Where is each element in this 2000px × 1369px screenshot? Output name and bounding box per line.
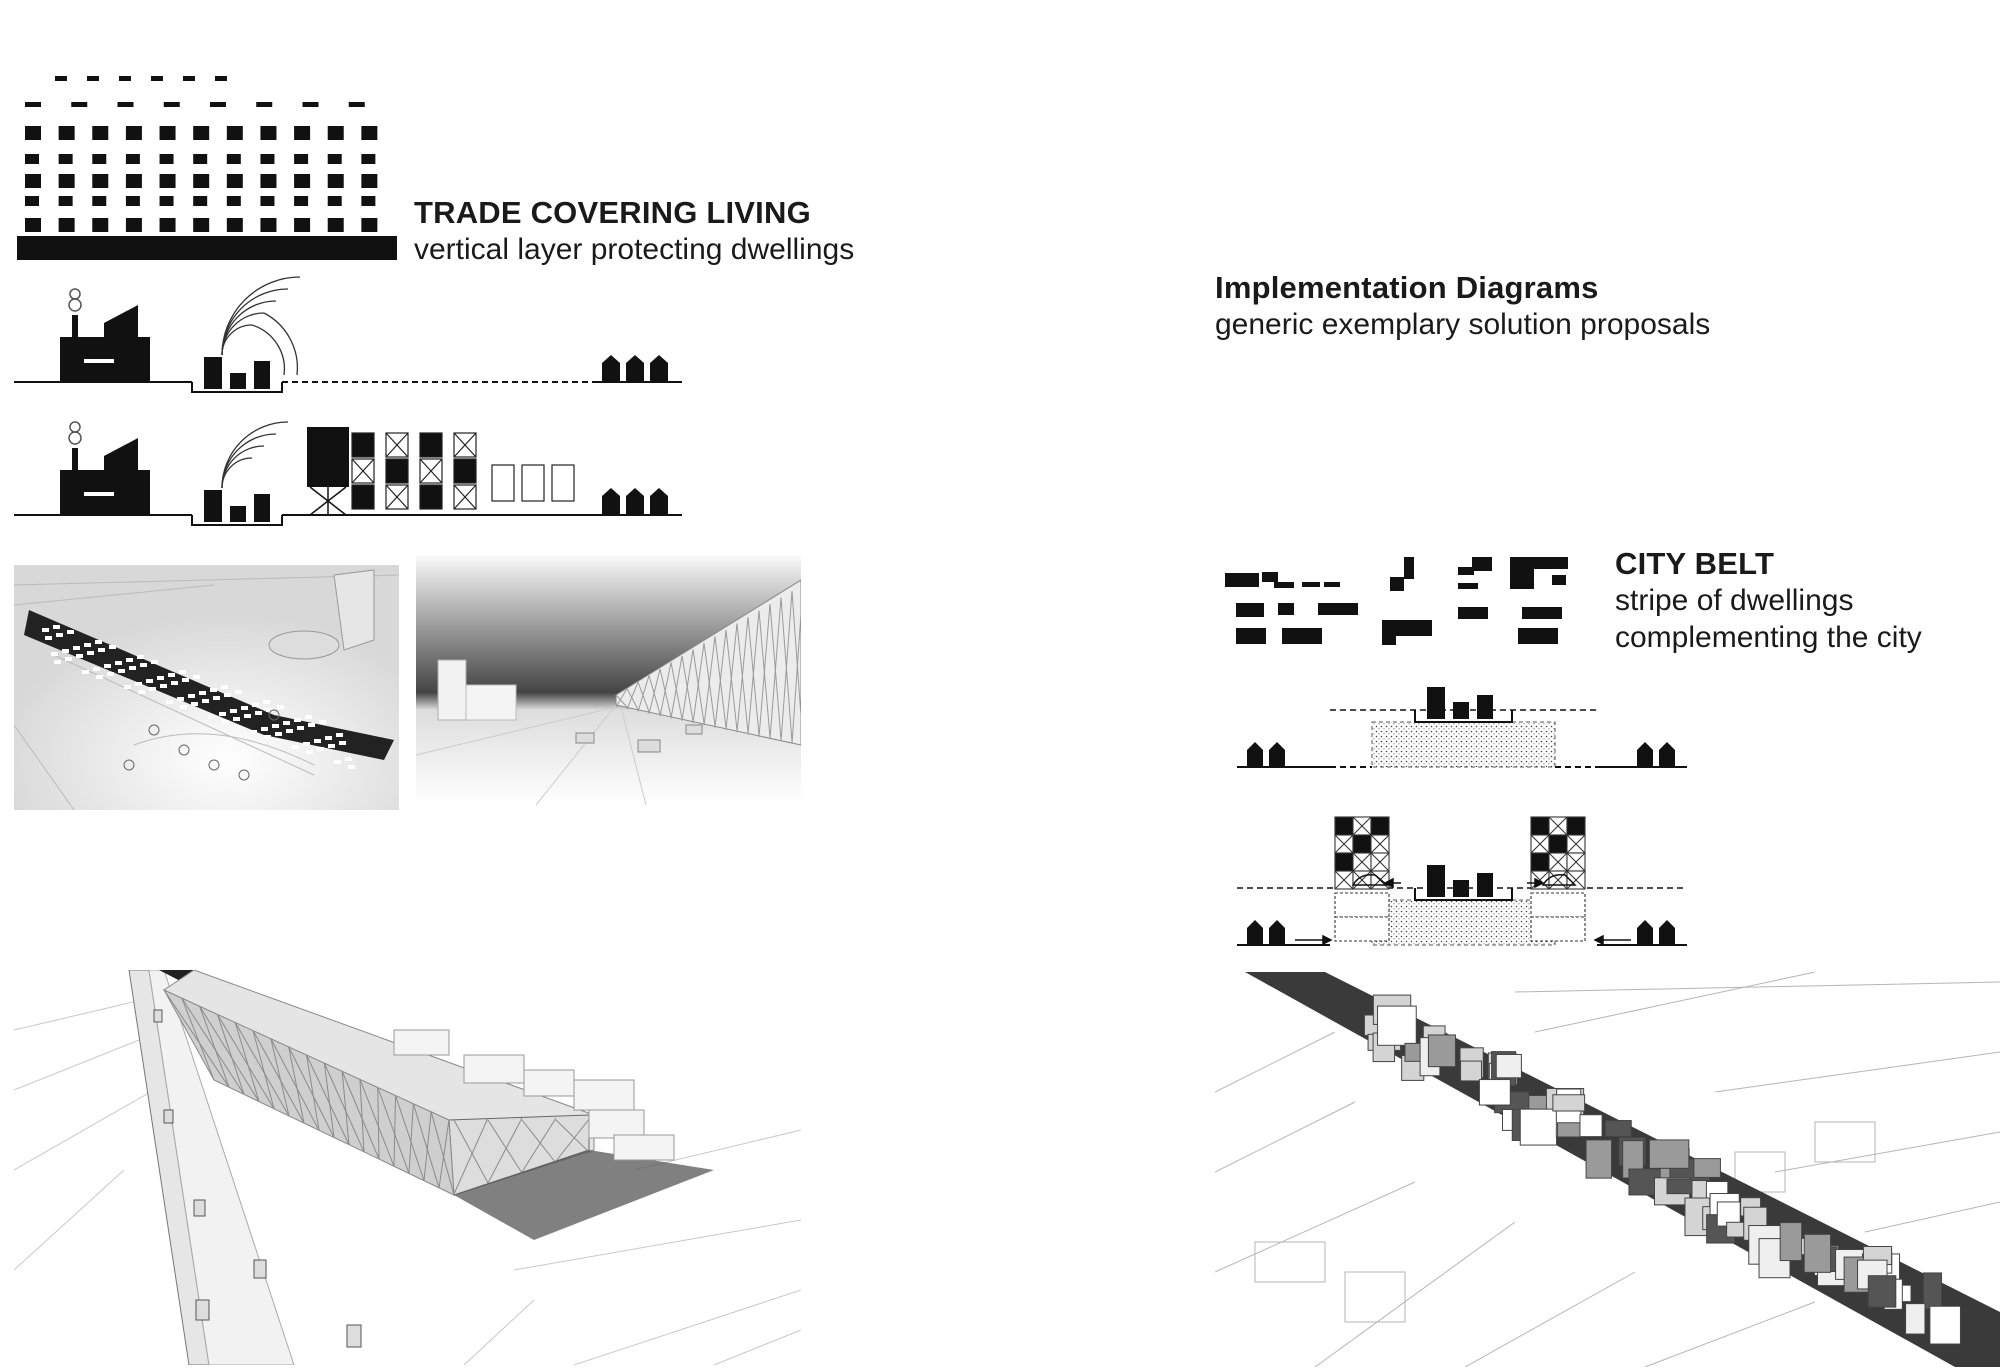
city-belt-section-1 — [1235, 680, 1695, 780]
trade-aerial-render — [14, 565, 399, 810]
city-belt-section-2 — [1235, 805, 1695, 955]
city-belt-subtitle-1: stripe of dwellings — [1615, 584, 1854, 617]
trade-facade-pattern — [15, 70, 400, 265]
city-belt-plan-pattern — [1222, 555, 1602, 655]
trade-title: TRADE COVERING LIVING — [414, 195, 811, 230]
trade-large-render — [14, 970, 801, 1365]
city-belt-title: CITY BELT — [1615, 546, 1775, 581]
implementation-caption — [1215, 270, 1710, 343]
trade-caption — [414, 195, 854, 268]
implementation-title: Implementation Diagrams — [1215, 270, 1599, 305]
implementation-subtitle: generic exemplary solution proposals — [1215, 308, 1711, 341]
trade-street-render — [416, 555, 801, 805]
city-belt-caption — [1615, 546, 1922, 656]
city-belt-subtitle-2: complementing the city — [1615, 621, 1922, 654]
trade-subtitle: vertical layer protecting dwellings — [414, 233, 855, 266]
trade-section-protection — [12, 415, 692, 530]
trade-section-noise — [12, 275, 692, 400]
city-belt-axonometric-render — [1215, 972, 2000, 1367]
